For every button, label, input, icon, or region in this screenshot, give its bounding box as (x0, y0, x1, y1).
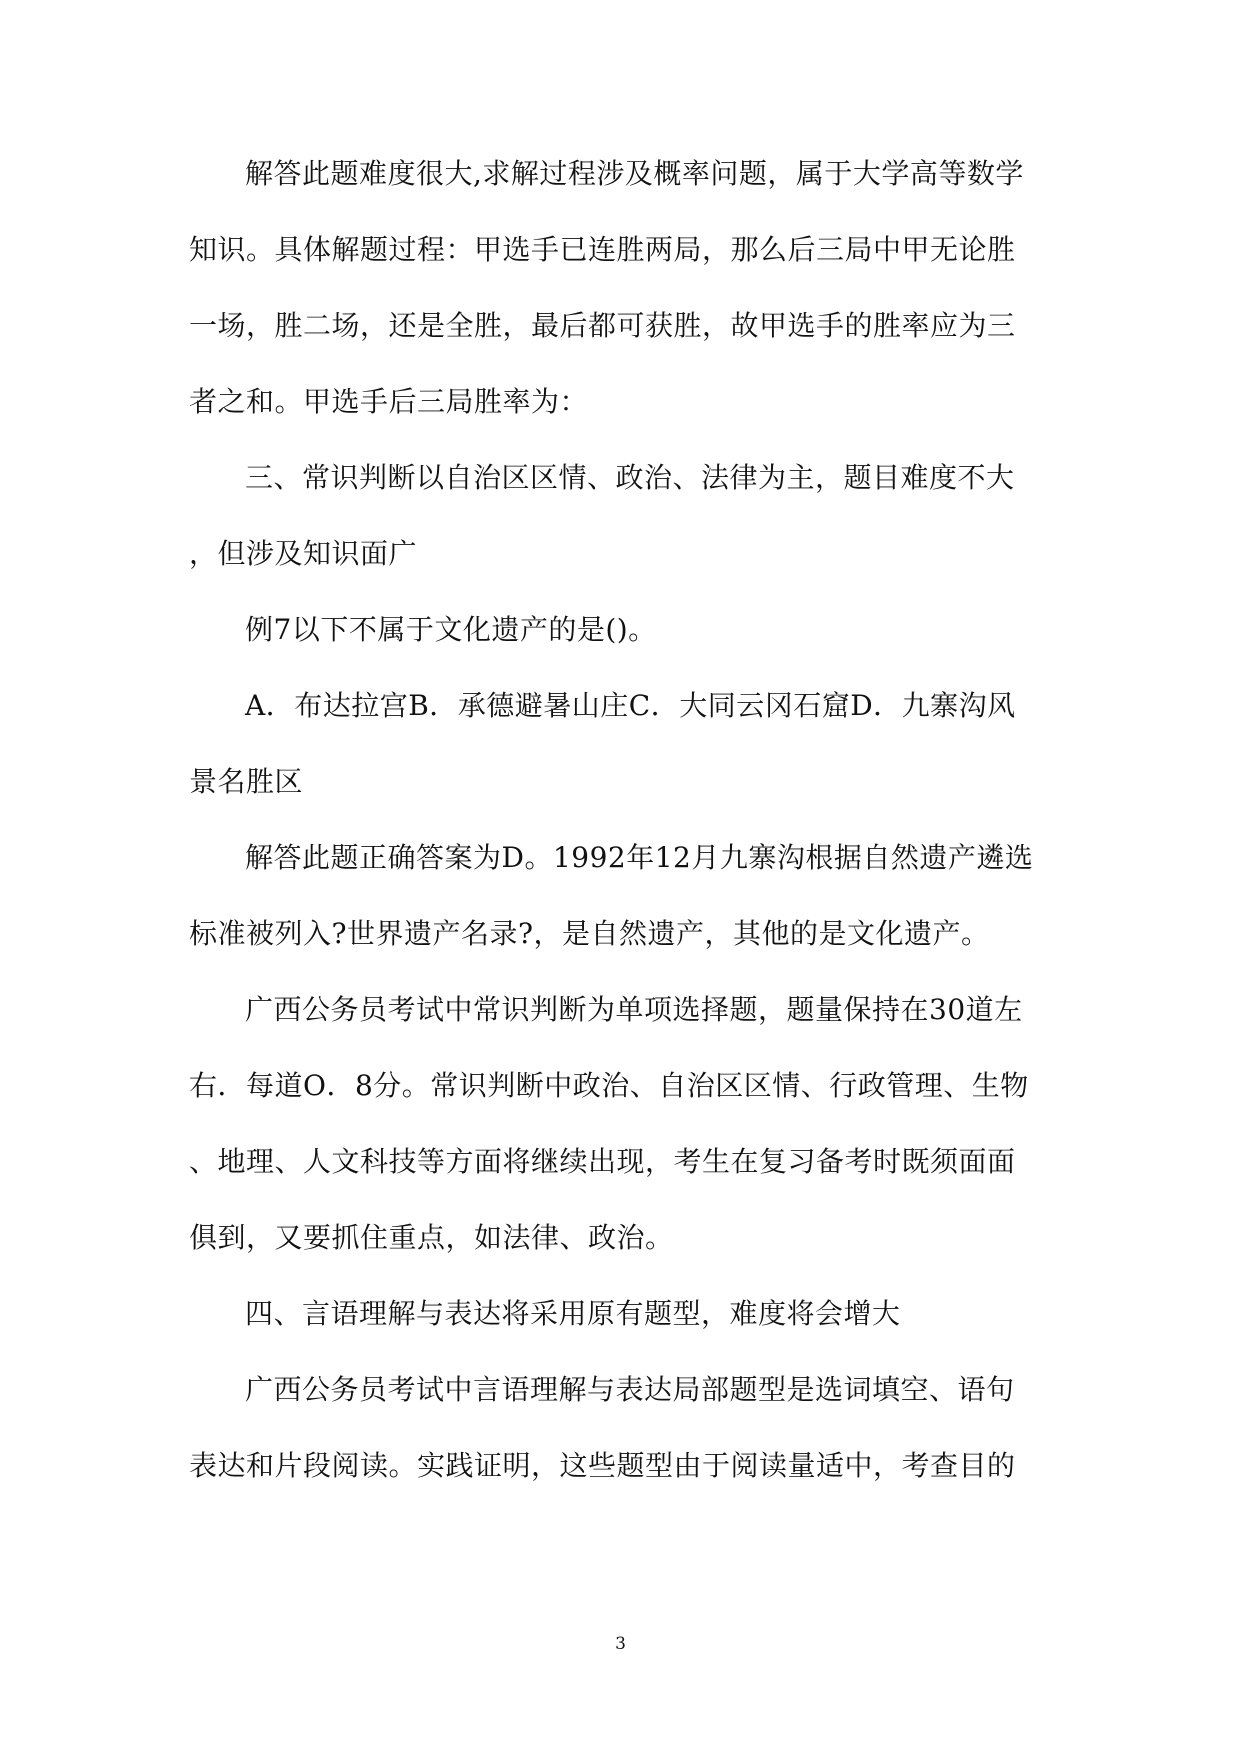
paragraph-line: 一场，胜二场，还是全胜，最后都可获胜，故甲选手的胜率应为三 (189, 309, 1016, 342)
paragraph-line: 标准被列入?世界遗产名录?，是自然遗产，其他的是文化遗产。 (189, 917, 990, 950)
paragraph-line: 广西公务员考试中常识判断为单项选择题，题量保持在30道左 (245, 993, 1023, 1026)
page-number: 3 (615, 1634, 626, 1654)
paragraph-line: 表达和片段阅读。实践证明，这些题型由于阅读量适中，考查目的 (189, 1449, 1016, 1482)
paragraph-line: 者之和。甲选手后三局胜率为： (189, 385, 589, 418)
section-heading-line: ，但涉及知识面广 (189, 537, 418, 570)
paragraph-line: 解答此题难度很大,求解过程涉及概率问题，属于大学高等数学 (245, 157, 1024, 190)
answer-options-line: 景名胜区 (189, 765, 304, 798)
paragraph-line: 广西公务员考试中言语理解与表达局部题型是选词填空、语句 (245, 1373, 1015, 1406)
paragraph-line: 知识。具体解题过程：甲选手已连胜两局，那么后三局中甲无论胜 (189, 233, 1016, 266)
paragraph-line: 解答此题正确答案为D。1992年12月九寨沟根据自然遗产遴选 (245, 841, 1034, 874)
paragraph-line: 右．每道O．8分。常识判断中政治、自治区区情、行政管理、生物 (189, 1069, 1029, 1102)
example-question: 例7以下不属于文化遗产的是()。 (245, 613, 657, 646)
paragraph-line: 俱到，又要抓住重点，如法律、政治。 (189, 1221, 674, 1254)
answer-options-line: A．布达拉宫B．承德避暑山庄C．大同云冈石窟D．九寨沟风 (245, 689, 1016, 722)
paragraph-line: 、地理、人文科技等方面将继续出现，考生在复习备考时既须面面 (189, 1145, 1016, 1178)
section-heading-line: 四、言语理解与表达将采用原有题型，难度将会增大 (245, 1297, 901, 1330)
section-heading-line: 三、常识判断以自治区区情、政治、法律为主，题目难度不大 (245, 461, 1015, 494)
